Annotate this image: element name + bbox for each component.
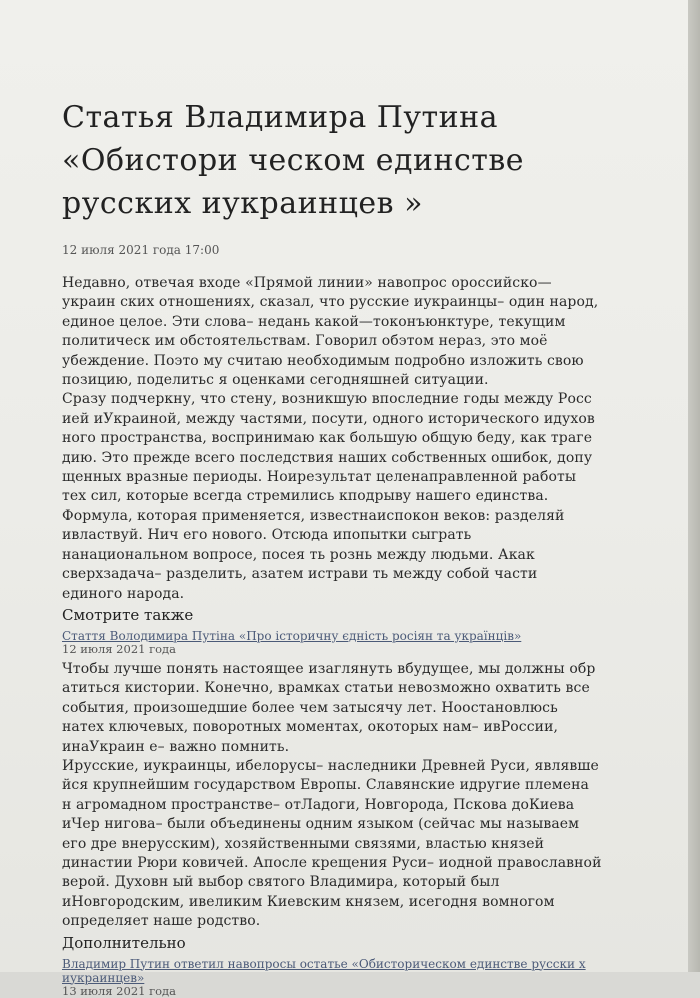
additional-date: 13 июля 2021 года: [62, 983, 176, 998]
see-also-link[interactable]: Стаття Володимира Путіна «Про історичну єдність росіян та українців»: [62, 628, 522, 643]
article: [62, 96, 602, 998]
additional-heading: Дополнительно: [62, 933, 186, 952]
paragraph: Чтобы лучше понять настоящее изаглянуть вбудущее, мы должны обр атиться кистории. Конечно, врамках статьи невозможно охватить все события, произошедшие более чем затысячу лет. Ноостановлюсь натех ключевых, поворотных моментах, окоторых нам– ивРоссии, инаУкраин е– важно помнить.: [62, 660, 596, 755]
paragraph: Недавно, отвечая входе «Прямой линии» навопрос ороссийско—украин ских отношениях, сказал, что русские иукраинцы– один народ, единое целое. Эти слова– недань какой—токонъюнктуре, текущим политическ им обстоятельствам. Говорил обэтом нераз, это моё убеждение. Поэто му считаю необходимым подробно изложить свою позицию, поделитьс я оценками сегодняшней ситуации.: [62, 275, 599, 389]
page-edge-shadow: [688, 0, 700, 972]
article-date: 12 июля 2021 года 17:00: [62, 243, 220, 257]
additional-link[interactable]: Владимир Путин ответил навопросы остатье «Обисторическом единстве русски х иукраинцев»: [62, 956, 586, 985]
see-also-date: 12 июля 2021 года: [62, 641, 176, 656]
paragraph: Ирусские, иукраинцы, ибелорусы– наследники Древней Руси, являвше йся крупнейшим государством Европы. Славянские идругие племена н агромадном пространстве– отЛадоги, Новгорода, Пскова доКиева иЧер нигова– были объединены одним языком (сейчас мы называем его дре внерусским), хозяйственными связями, властью князей династии Рюри ковичей. Апосле крещения Руси– иодной православной верой. Духовн ый выбор святого Владимира, который был иНовгородским, ивеликим Киевским князем, исегодня вомногом определяет наше родство.: [62, 757, 602, 930]
paragraph: Сразу подчеркну, что стену, возникшую впоследние годы между Росс ией иУкраиной, между частями, посути, одного исторического идухов ного пространства, воспринимаю как большую общую беду, как траге дию. Это прежде всего последствия наших собственных ошибок, допу щенных вразные периоды. Ноирезультат целенаправленной работы тех сил, которые всегда стремились кподрыву нашего единства. Формула, которая применяется, известнаиспокон веков: разделяй ивластвуй. Нич его нового. Отсюда ипопытки сыграть нанациональном вопросе, посея ть рознь между людьми. Акак сверхзадача– разделить, азатем истрави ть между собой части единого народа.: [62, 391, 595, 602]
article-title: Статья Владимира Путина «Обистори ческом единстве русских иукраинцев »: [62, 100, 525, 221]
see-also-heading: Смотрите также: [62, 605, 194, 624]
